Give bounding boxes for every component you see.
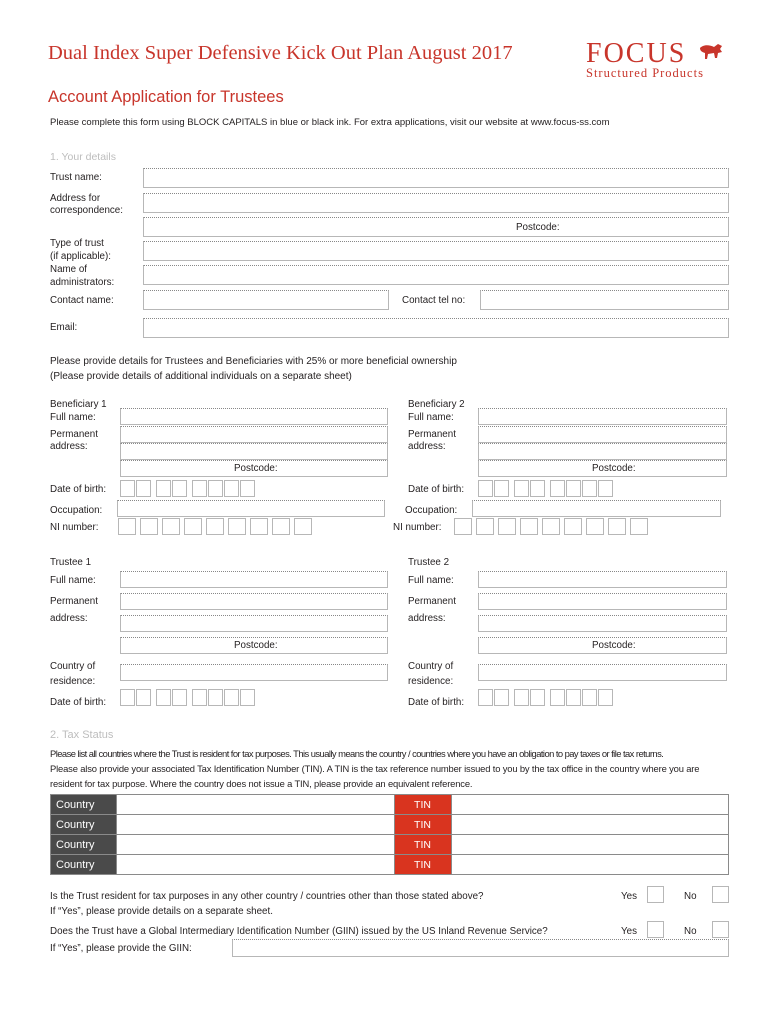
email-input[interactable] (143, 318, 729, 338)
table-row (51, 835, 729, 855)
beneficiary-2-occupation-input[interactable] (472, 500, 721, 517)
q1-yes-label: Yes (621, 891, 637, 902)
bull-logo-icon (698, 40, 724, 64)
tin-input[interactable] (451, 835, 729, 855)
beneficiary-1-address-label: address: (50, 441, 88, 452)
tax-paragraph-line-1: Please list all countries where the Trust is resident for tax purposes. This usually means the country / countries where you have an obligation to pay taxes or file tax returns. (50, 748, 664, 759)
tin-input[interactable] (451, 855, 729, 875)
digit-box[interactable] (184, 518, 202, 535)
tin-label: TIN (394, 855, 451, 875)
digit-box[interactable] (542, 518, 560, 535)
q1-no-label: No (684, 891, 697, 902)
digit-box[interactable] (228, 518, 246, 535)
q1-no-checkbox[interactable] (712, 886, 729, 903)
trustee-1-heading: Trustee 1 (50, 557, 92, 568)
digit-box[interactable] (208, 689, 223, 706)
digit-box[interactable] (156, 480, 171, 497)
tin-input[interactable] (451, 795, 729, 815)
digit-box[interactable] (566, 480, 581, 497)
digit-box[interactable] (272, 518, 290, 535)
beneficiary-1-permanent-label: Permanent (50, 429, 98, 440)
address-input-line-2[interactable] (143, 217, 729, 237)
page-title: Dual Index Super Defensive Kick Out Plan August 2017 (48, 42, 513, 64)
digit-box[interactable] (120, 689, 135, 706)
digit-box[interactable] (530, 689, 545, 706)
ownership-note-line-1: Please provide details for Trustees and Beneficiaries with 25% or more beneficial ownership (50, 356, 457, 367)
table-row (51, 795, 729, 815)
beneficiary-2-postcode-label: Postcode: (592, 463, 636, 474)
digit-box[interactable] (566, 689, 581, 706)
digit-box[interactable] (208, 480, 223, 497)
digit-box[interactable] (240, 689, 255, 706)
trustee-1-country-label-1: Country of (50, 661, 96, 672)
trust-type-label-2: (if applicable): (50, 251, 111, 262)
digit-box[interactable] (136, 689, 151, 706)
tin-label: TIN (394, 835, 451, 855)
giin-input[interactable] (232, 939, 729, 957)
digit-box[interactable] (514, 480, 529, 497)
digit-box[interactable] (240, 480, 255, 497)
tax-paragraph-line-3: resident for tax purpose. Where the country does not issue a TIN, please provide an equivalent reference. (50, 778, 473, 789)
trust-name-input[interactable] (143, 168, 729, 188)
q2-no-label: No (684, 926, 697, 937)
digit-box[interactable] (224, 689, 239, 706)
digit-box[interactable] (140, 518, 158, 535)
beneficiary-2-address-input-2[interactable] (478, 443, 727, 460)
digit-box[interactable] (582, 480, 597, 497)
digit-box[interactable] (494, 480, 509, 497)
country-input[interactable] (117, 795, 395, 815)
trustee-1-address-input-1[interactable] (120, 593, 388, 610)
beneficiary-1-full-name-label: Full name: (50, 412, 96, 423)
trust-type-input[interactable] (143, 241, 729, 261)
country-label: Country (51, 835, 117, 855)
trustee-2-address-label: address: (408, 613, 446, 624)
contact-tel-label: Contact tel no: (402, 295, 466, 306)
tax-paragraph-line-2: Please also provide your associated Tax Identification Number (TIN). A TIN is the tax reference number issued to you by the tax office in the country where you are (50, 763, 700, 774)
trust-type-label-1: Type of trust (50, 238, 104, 249)
administrators-label-1: Name of (50, 264, 88, 275)
contact-name-input[interactable] (143, 290, 389, 310)
beneficiary-1-postcode-label: Postcode: (234, 463, 278, 474)
trustee-2-address-input-2[interactable] (478, 615, 727, 632)
trustee-2-country-input[interactable] (478, 664, 727, 681)
beneficiary-2-full-name-label: Full name: (408, 412, 454, 423)
postcode-label: Postcode: (516, 222, 560, 233)
digit-box[interactable] (156, 689, 171, 706)
digit-box[interactable] (192, 689, 207, 706)
beneficiary-1-address-input-2[interactable] (120, 443, 388, 460)
digit-box[interactable] (478, 480, 493, 497)
digit-box[interactable] (598, 689, 613, 706)
beneficiary-1-ni-label: NI number: (50, 522, 99, 533)
beneficiary-1-full-name-input[interactable] (120, 408, 388, 425)
address-label-1: Address for (50, 193, 101, 204)
table-row (51, 855, 729, 875)
administrators-input[interactable] (143, 265, 729, 285)
digit-box[interactable] (564, 518, 582, 535)
digit-box[interactable] (118, 518, 136, 535)
tin-input[interactable] (451, 815, 729, 835)
digit-box[interactable] (478, 689, 493, 706)
digit-box[interactable] (598, 480, 613, 497)
giin-prompt: If “Yes”, please provide the GIIN: (50, 943, 192, 954)
digit-box[interactable] (608, 518, 626, 535)
digit-box[interactable] (586, 518, 604, 535)
table-row (51, 815, 729, 835)
contact-name-label: Contact name: (50, 295, 114, 306)
trustee-1-address-label: address: (50, 613, 88, 624)
digit-box[interactable] (630, 518, 648, 535)
trustee-2-country-label-2: residence: (408, 676, 454, 687)
digit-box[interactable] (206, 518, 224, 535)
q2-no-checkbox[interactable] (712, 921, 729, 938)
digit-box[interactable] (550, 689, 565, 706)
tax-residency-table (50, 794, 729, 875)
digit-box[interactable] (294, 518, 312, 535)
section-heading-tax: 2. Tax Status (50, 729, 114, 741)
digit-box[interactable] (136, 480, 151, 497)
trust-name-label: Trust name: (50, 172, 102, 183)
beneficiary-2-address-input-1[interactable] (478, 426, 727, 443)
trustee-1-country-label-2: residence: (50, 676, 96, 687)
beneficiary-1-occupation-label: Occupation: (50, 505, 103, 516)
beneficiary-2-dob-label: Date of birth: (408, 484, 465, 495)
trustee-2-postcode-label: Postcode: (592, 640, 636, 651)
digit-box[interactable] (162, 518, 180, 535)
beneficiary-2-ni-label: NI number: (393, 522, 442, 533)
trustee-2-permanent-label: Permanent (408, 596, 456, 607)
form-subtitle: Account Application for Trustees (48, 88, 284, 106)
trustee-2-heading: Trustee 2 (408, 557, 450, 568)
country-label: Country (51, 815, 117, 835)
question-other-countries-note: If “Yes”, please provide details on a separate sheet. (50, 906, 273, 917)
q1-yes-checkbox[interactable] (647, 886, 664, 903)
trustee-1-country-input[interactable] (120, 664, 388, 681)
trustee-2-full-name-input[interactable] (478, 571, 727, 588)
trustee-2-full-name-label: Full name: (408, 575, 454, 586)
digit-box[interactable] (514, 689, 529, 706)
administrators-label-2: administrators: (50, 277, 115, 288)
beneficiary-1-dob-label: Date of birth: (50, 484, 107, 495)
beneficiary-2-permanent-label: Permanent (408, 429, 456, 440)
beneficiary-2-occupation-label: Occupation: (405, 505, 458, 516)
digit-box[interactable] (550, 480, 565, 497)
logo-tagline: Structured Products (586, 66, 704, 80)
digit-box[interactable] (172, 689, 187, 706)
trustee-1-permanent-label: Permanent (50, 596, 98, 607)
beneficiary-2-address-label: address: (408, 441, 446, 452)
trustee-2-address-input-1[interactable] (478, 593, 727, 610)
country-input[interactable] (117, 835, 395, 855)
trustee-1-address-input-2[interactable] (120, 615, 388, 632)
email-label: Email: (50, 322, 78, 333)
country-label: Country (51, 855, 117, 875)
address-label-2: correspondence: (50, 205, 123, 216)
logo-wordmark: FOCUS (586, 38, 687, 69)
digit-box[interactable] (494, 689, 509, 706)
digit-box[interactable] (250, 518, 268, 535)
digit-box[interactable] (520, 518, 538, 535)
trustee-1-dob-label: Date of birth: (50, 697, 107, 708)
contact-tel-input[interactable] (480, 290, 729, 310)
trustee-1-full-name-input[interactable] (120, 571, 388, 588)
beneficiary-2-heading: Beneficiary 2 (408, 399, 465, 410)
country-label: Country (51, 795, 117, 815)
trustee-1-postcode-label: Postcode: (234, 640, 278, 651)
beneficiary-1-occupation-input[interactable] (117, 500, 385, 517)
country-input[interactable] (117, 815, 395, 835)
beneficiary-1-address-input-1[interactable] (120, 426, 388, 443)
question-giin: Does the Trust have a Global Intermediary Identification Number (GIIN) issued by the US Inland Revenue Service? (50, 926, 548, 937)
trustee-1-full-name-label: Full name: (50, 575, 96, 586)
q2-yes-label: Yes (621, 926, 637, 937)
tin-label: TIN (394, 815, 451, 835)
intro-text: Please complete this form using BLOCK CAPITALS in blue or black ink. For extra applications, visit our website at www.focus-ss.com (50, 117, 610, 128)
beneficiary-1-heading: Beneficiary 1 (50, 399, 107, 410)
digit-box[interactable] (120, 480, 135, 497)
question-other-countries: Is the Trust resident for tax purposes in any other country / countries other than those stated above? (50, 891, 484, 902)
digit-box[interactable] (192, 480, 207, 497)
digit-box[interactable] (582, 689, 597, 706)
trustee-2-country-label-1: Country of (408, 661, 454, 672)
q2-yes-checkbox[interactable] (647, 921, 664, 938)
digit-box[interactable] (454, 518, 472, 535)
beneficiary-2-full-name-input[interactable] (478, 408, 727, 425)
digit-box[interactable] (224, 480, 239, 497)
ownership-note-line-2: (Please provide details of additional individuals on a separate sheet) (50, 371, 352, 382)
digit-box[interactable] (530, 480, 545, 497)
digit-box[interactable] (172, 480, 187, 497)
address-input-line-1[interactable] (143, 193, 729, 213)
tin-label: TIN (394, 795, 451, 815)
digit-box[interactable] (498, 518, 516, 535)
section-heading-details: 1. Your details (50, 151, 116, 163)
digit-box[interactable] (476, 518, 494, 535)
trustee-2-dob-label: Date of birth: (408, 697, 465, 708)
country-input[interactable] (117, 855, 395, 875)
